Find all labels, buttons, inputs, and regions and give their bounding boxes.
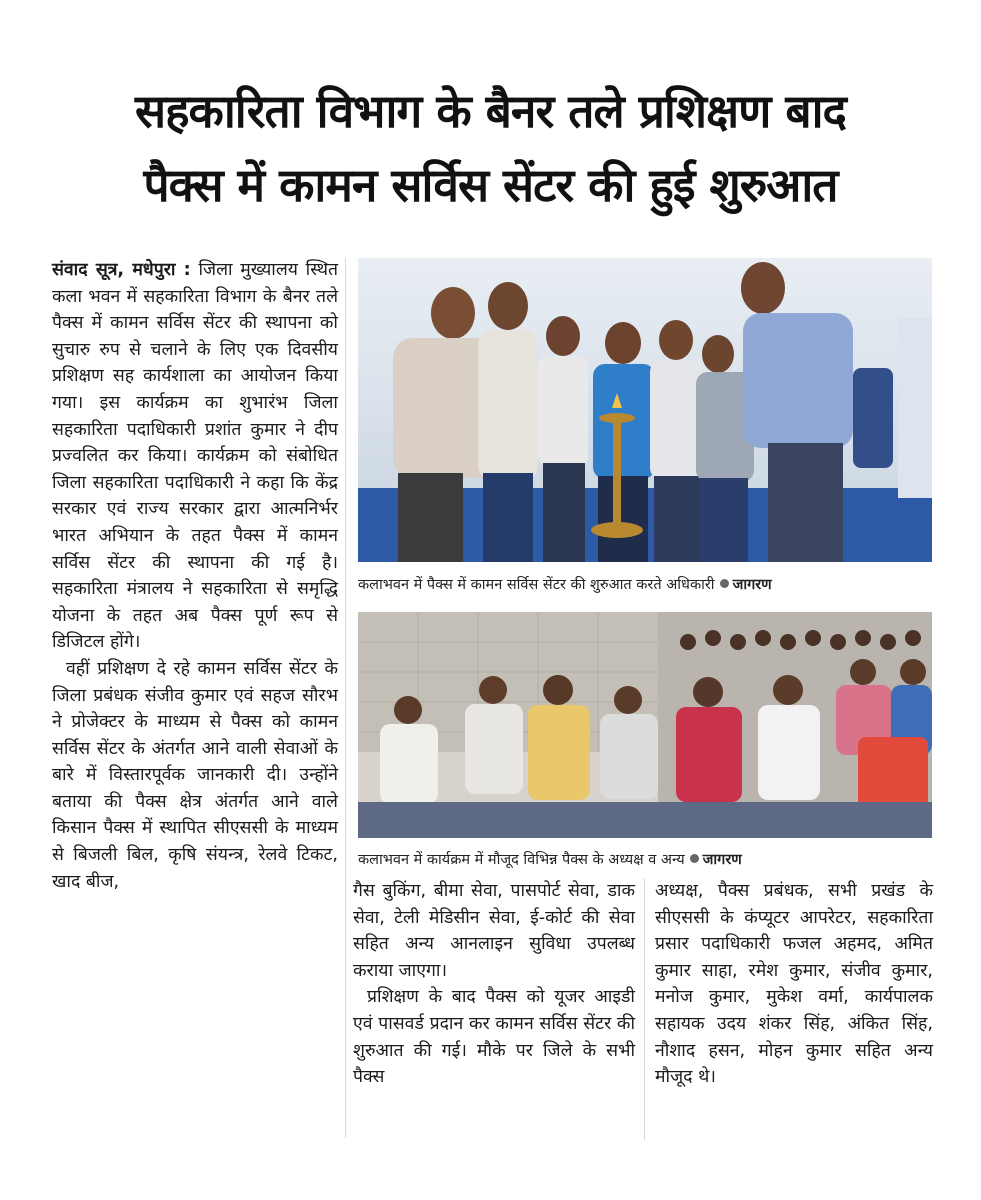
dateline: संवाद सूत्र, मधेपुरा : bbox=[52, 260, 191, 280]
photo-audience bbox=[358, 612, 932, 838]
paragraph-5: अध्यक्ष, पैक्स प्रबंधक, सभी प्रखंड के सीएससी के कंप्यूटर आपरेटर, सहकारिता प्रसार पदाधिकारी फजल अहमद, अमित कुमार साहा, रमेश कुमार, संजीव कुमार, मनोज कुमार, मुकेश वर्मा, कार्यपालक सहायक उदय शंकर सिंह, अंकित सिंह, नौशाद हसन, मोहन कुमार सहित अन्य मौजूद थे। bbox=[655, 881, 933, 1088]
bullet-icon bbox=[690, 854, 699, 863]
headline-line-1: सहकारिता विभाग के बैनर तले प्रशिक्षण बाद bbox=[135, 84, 846, 138]
paragraph-1-text: जिला मुख्यालय स्थित कला भवन में सहकारिता विभाग के बैनर तले पैक्स में कामन सर्विस सेंटर की स्थापना को सुचारु रुप से चलाने के लिए एक दिवसीय प्रशिक्षण सह कार्यशाला का आयोजन किया गया। इस कार्यक्रम का शुभारंभ जिला सहकारिता पदाधिकारी प्रशांत कुमार ने दीप प्रज्वलित कर किया। कार्यक्रम को संबोधित जिला सहकारिता पदाधिकारी ने कहा कि केंद्र सरकार एवं राज्य सरकार द्वारा आत्मनिर्भर भारत अभियान के तहत पैक्स में कामन सर्विस सेंटर की स्थापना की गई है। सहकारिता मंत्रालय ने सहकारिता से समृद्धि योजना के तहत अब पैक्स पूर्ण रूप से डिजिटल होंगे। bbox=[52, 260, 339, 653]
photo-caption-1 bbox=[358, 575, 932, 595]
caption-text: कलाभवन में कार्यक्रम में मौजूद विभिन्न पैक्स के अध्यक्ष व अन्य bbox=[358, 852, 685, 868]
paragraph-3: गैस बुकिंग, बीमा सेवा, पासपोर्ट सेवा, डाक सेवा, टेली मेडिसीन सेवा, ई-कोर्ट की सेवा सहित अन्य आनलाइन सुविधा उपलब्ध कराया जाएगा। bbox=[353, 881, 635, 981]
photo-lamp-lighting bbox=[358, 258, 932, 562]
paragraph-2: वहीं प्रशिक्षण दे रहे कामन सर्विस सेंटर के जिला प्रबंधक संजीव कुमार एवं सहज सौरभ ने प्रोजेक्टर के माध्यम से पैक्स को कामन सर्विस सेंटर के अंतर्गत आने वाली सेवाओं के बारे में विस्तारपूर्वक जानकारी दी। उन्होंने बताया की पैक्स क्षेत्र अंतर्गत आने वाले किसान पैक्स में स्थापित सीएससी के माध्यम से बिजली बिल, कृषि संयन्त्र, रेलवे टिकट, खाद बीज, bbox=[52, 658, 338, 892]
paragraph-1 bbox=[52, 257, 338, 656]
headline-line-2: पैक्स में कामन सर्विस सेंटर की हुई शुरुआत bbox=[143, 158, 838, 212]
column-divider bbox=[345, 258, 346, 1138]
headline bbox=[20, 74, 961, 222]
caption-text: कलाभवन में पैक्स में कामन सर्विस सेंटर की शुरुआत करते अधिकारी bbox=[358, 577, 715, 593]
article-column-3 bbox=[655, 878, 933, 1091]
photo-credit: जागरण bbox=[732, 577, 772, 593]
photo-credit: जागरण bbox=[702, 852, 742, 868]
photo-caption-2 bbox=[358, 850, 932, 870]
article-column-1 bbox=[52, 257, 338, 895]
article-column-2 bbox=[353, 878, 635, 1091]
bullet-icon bbox=[720, 579, 729, 588]
column-divider bbox=[644, 878, 645, 1140]
paragraph-4: प्रशिक्षण के बाद पैक्स को यूजर आइडी एवं पासवर्ड प्रदान कर कामन सर्विस सेंटर की शुरुआत की गई। मौके पर जिले के सभी पैक्स bbox=[353, 987, 635, 1088]
